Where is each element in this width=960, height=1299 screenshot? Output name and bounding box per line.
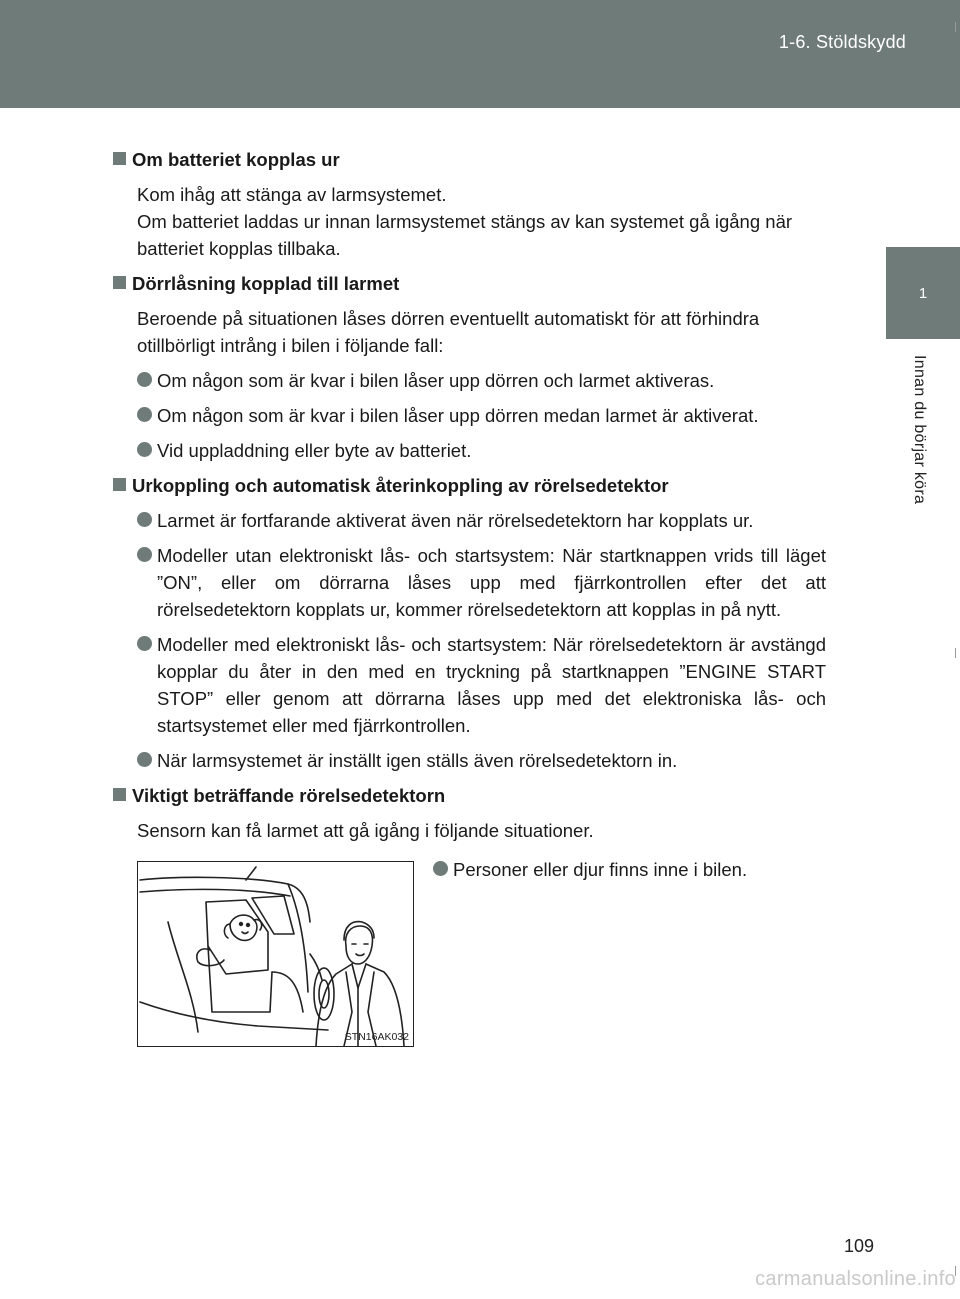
chapter-number: 1 xyxy=(918,284,928,302)
chapter-label: Innan du börjar köra xyxy=(911,355,928,505)
section-heading xyxy=(113,782,826,809)
round-bullet-icon xyxy=(137,752,152,767)
round-bullet-icon xyxy=(433,861,448,876)
paragraph: Kom ihåg att stänga av larmsystemet. xyxy=(137,184,447,205)
section-title: 1-6. Stöldskydd xyxy=(778,32,906,52)
list-item xyxy=(113,542,826,623)
list-item-text: Vid uppladdning eller byte av batteriet. xyxy=(157,440,472,461)
section-heading xyxy=(113,270,826,297)
list-item xyxy=(113,507,826,534)
main-content xyxy=(113,146,826,852)
section-heading xyxy=(113,146,826,173)
crop-mark xyxy=(955,22,956,32)
list-item xyxy=(433,856,833,883)
round-bullet-icon xyxy=(137,407,152,422)
round-bullet-icon xyxy=(137,547,152,562)
list-item-text: Modeller med elektroniskt lås- och startsystem: När rörelsedetektorn är avstängd kopplar du åter in den med en tryckning på startknappen ”ENGINE START STOP” eller genom att dörrarna låses upp med det elektroniska lås- och startsystemet eller med fjärrkontrollen. xyxy=(157,634,826,736)
list-item-text: Modeller utan elektroniskt lås- och startsystem: När startknappen vrids till läget ”ON”, eller om dörrarna låses upp med fjärrkontrollen efter det att rörelsedetektorn kopplats ur, kommer rörelsedetektorn att kopplas in på nytt. xyxy=(157,545,826,620)
list-item-text: Larmet är fortfarande aktiverat även när rörelsedetektorn har kopplats ur. xyxy=(157,510,754,531)
heading-text: Urkoppling och automatisk återinkoppling av rörelsedetektor xyxy=(132,475,669,496)
round-bullet-icon xyxy=(137,442,152,457)
list-item xyxy=(113,402,826,429)
car-dog-person-drawing xyxy=(138,862,413,1046)
square-bullet-icon xyxy=(113,788,126,801)
paragraph: Sensorn kan få larmet att gå igång i följande situationer. xyxy=(137,820,594,841)
paragraph: Om batteriet laddas ur innan larmsystemet stängs av kan systemet gå igång när batteriet kopplas tillbaka. xyxy=(137,211,793,259)
heading-text: Om batteriet kopplas ur xyxy=(132,149,340,170)
list-item-text: När larmsystemet är inställt igen ställs även rörelsedetektorn in. xyxy=(157,750,678,771)
square-bullet-icon xyxy=(113,478,126,491)
square-bullet-icon xyxy=(113,276,126,289)
section-heading xyxy=(113,472,826,499)
crop-mark xyxy=(955,648,956,658)
heading-text: Dörrlåsning kopplad till larmet xyxy=(132,273,400,294)
list-item-text: Om någon som är kvar i bilen låser upp dörren medan larmet är aktiverat. xyxy=(157,405,759,426)
page-header xyxy=(0,0,960,108)
illustration-code: STN16AK032 xyxy=(344,1031,409,1043)
heading-text: Viktigt beträffande rörelsedetektorn xyxy=(132,785,446,806)
paragraph: Beroende på situationen låses dörren eventuellt automatiskt för att förhindra otillbörligt intrång i bilen i följande fall: xyxy=(137,308,760,356)
square-bullet-icon xyxy=(113,152,126,165)
list-item xyxy=(113,631,826,739)
round-bullet-icon xyxy=(137,636,152,651)
round-bullet-icon xyxy=(137,372,152,387)
list-item xyxy=(113,437,826,464)
chapter-tab xyxy=(886,247,960,339)
watermark: carmanualsonline.info xyxy=(755,1268,956,1290)
list-item xyxy=(113,747,826,774)
list-item-text: Om någon som är kvar i bilen låser upp dörren och larmet aktiveras. xyxy=(157,370,715,391)
list-item-text: Personer eller djur finns inne i bilen. xyxy=(453,859,748,880)
round-bullet-icon xyxy=(137,512,152,527)
page-number: 109 xyxy=(843,1236,874,1256)
illustration-dog-in-car xyxy=(137,861,414,1047)
list-item xyxy=(113,367,826,394)
